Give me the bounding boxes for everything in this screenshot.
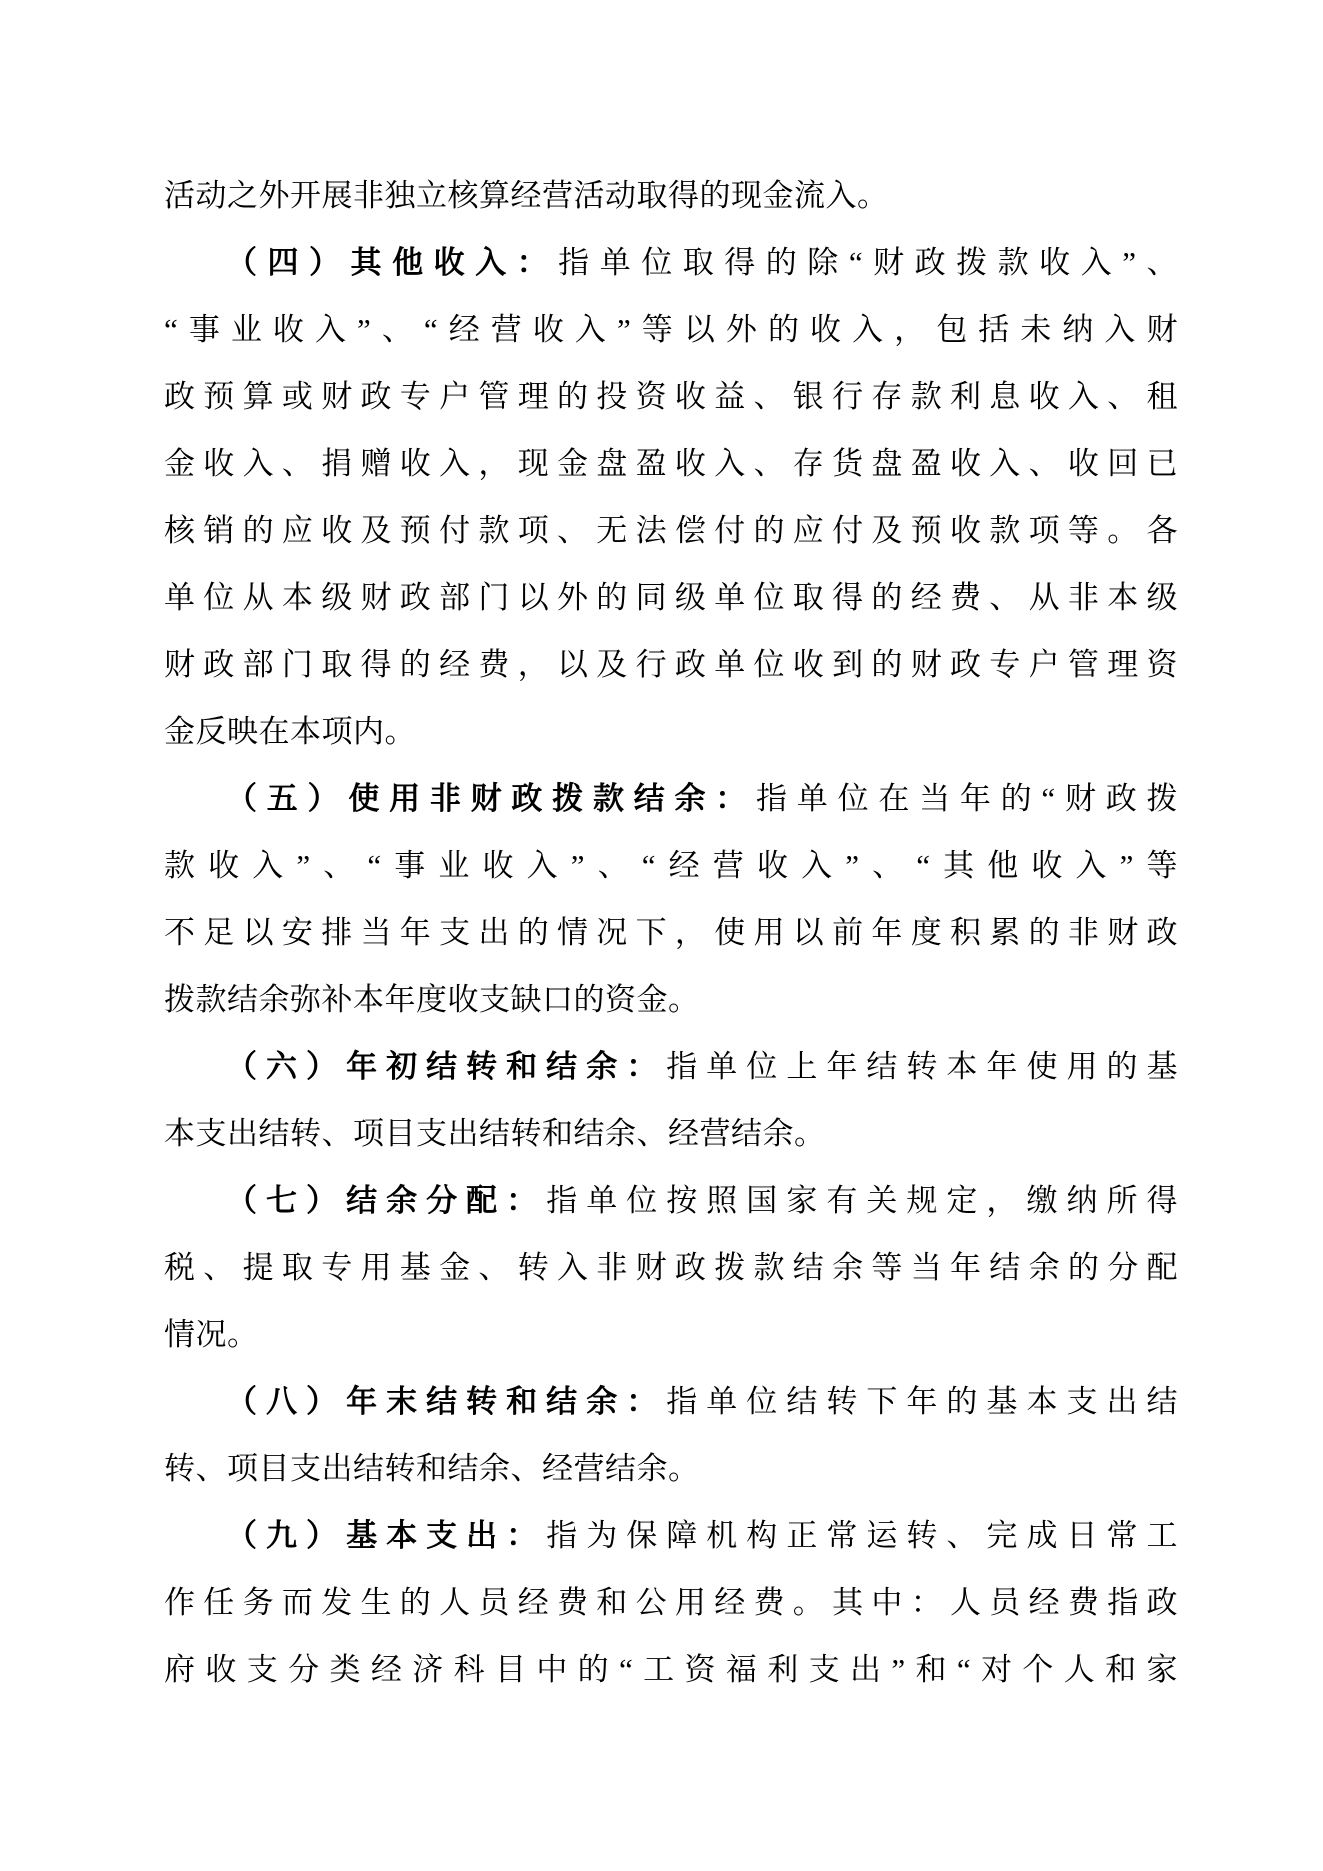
term-heading: （七）结余分配： [226,1183,547,1218]
text-line [164,229,1178,296]
text-line [164,296,1178,363]
body-text: 单位从本级财政部门以外的同级单位取得的经费、从非本级 [164,580,1178,615]
text-line [164,363,1178,430]
body-text: 本支出结转、项目支出结转和结余、经营结余。 [164,1116,826,1151]
body-text: “事业收入”、“经营收入”等以外的收入，包括未纳入财 [164,312,1178,347]
body-text: 活动之外开展非独立核算经营活动取得的现金流入。 [164,178,889,213]
body-text: 指单位取得的除“财政拨款收入”、 [558,245,1178,280]
body-text: 政预算或财政专户管理的投资收益、银行存款利息收入、租 [164,379,1178,414]
term-heading: （八）年末结转和结余： [226,1384,667,1419]
text-line [164,564,1178,631]
text-line [164,1033,1178,1100]
text-line [164,1435,1178,1502]
body-text: 作任务而发生的人员经费和公用经费。其中：人员经费指政 [164,1585,1178,1620]
body-text: 不足以安排当年支出的情况下，使用以前年度积累的非财政 [164,915,1178,950]
text-line [164,1234,1178,1301]
text-line [164,1569,1178,1636]
body-text: 核销的应收及预付款项、无法偿付的应付及预收款项等。各 [164,513,1178,548]
body-text: 税、提取专用基金、转入非财政拨款结余等当年结余的分配 [164,1250,1178,1285]
document-body [164,162,1178,1703]
body-text: 指单位结转下年的基本支出结 [666,1384,1179,1419]
body-text: 转、项目支出结转和结余、经营结余。 [164,1451,700,1486]
body-text: 金收入、捐赠收入，现金盘盈收入、存货盘盈收入、收回已 [164,446,1178,481]
text-line [164,899,1178,966]
term-heading: （六）年初结转和结余： [226,1049,667,1084]
text-line [164,765,1178,832]
text-line [164,1100,1178,1167]
body-text: 金反映在本项内。 [164,714,416,749]
term-heading: （五）使用非财政拨款结余： [226,781,757,816]
text-line [164,162,1178,229]
text-line [164,832,1178,899]
body-text: 指单位按照国家有关规定，缴纳所得 [546,1183,1179,1218]
body-text: 指为保障机构正常运转、完成日常工 [546,1518,1179,1553]
body-text: 府收支分类经济科目中的“工资福利支出”和“对个人和家 [164,1652,1178,1687]
body-text: 指单位上年结转本年使用的基 [666,1049,1179,1084]
text-line [164,966,1178,1033]
text-line [164,430,1178,497]
body-text: 款收入”、“事业收入”、“经营收入”、“其他收入”等 [164,848,1178,883]
text-line [164,631,1178,698]
text-line [164,1636,1178,1703]
body-text: 财政部门取得的经费，以及行政单位收到的财政专户管理资 [164,647,1178,682]
text-line [164,1502,1178,1569]
body-text: 拨款结余弥补本年度收支缺口的资金。 [164,982,700,1017]
term-heading: （九）基本支出： [226,1518,547,1553]
text-line [164,1167,1178,1234]
body-text: 指单位在当年的“财政拨 [756,781,1179,816]
text-line [164,1301,1178,1368]
body-text: 情况。 [164,1317,259,1352]
term-heading: （四）其他收入： [226,245,559,280]
text-line [164,497,1178,564]
text-line [164,1368,1178,1435]
text-line [164,698,1178,765]
